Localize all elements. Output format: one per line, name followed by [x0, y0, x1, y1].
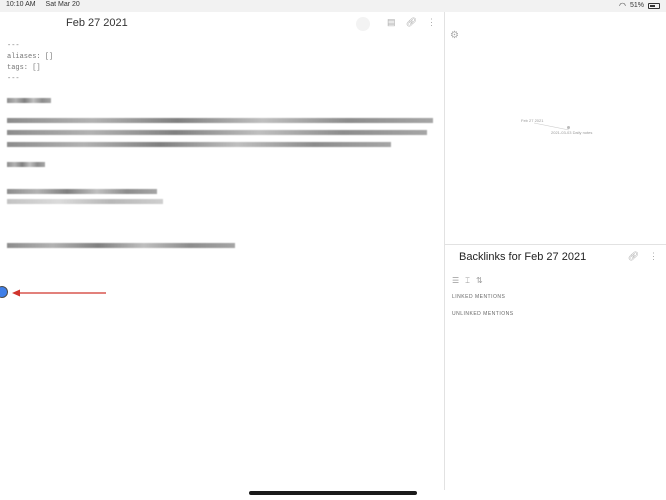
- redacted-text: [7, 118, 433, 123]
- link-icon[interactable]: 🔗︎: [627, 251, 639, 261]
- graph-node-label: Feb 27 2021: [521, 118, 544, 123]
- frontmatter-line: ---: [7, 42, 20, 50]
- battery-percent: 51%: [629, 2, 644, 9]
- redacted-text: [7, 130, 427, 135]
- editor-pane: [0, 12, 444, 490]
- graph-pane[interactable]: [445, 12, 666, 244]
- sort-icon[interactable]: ⇅: [475, 276, 483, 285]
- annotation-arrow: [10, 286, 108, 300]
- pane-toggle-icon[interactable]: [356, 17, 370, 31]
- graph-node-label: 2021-03-03 Daily notes: [551, 130, 593, 135]
- frontmatter-line: ---: [7, 75, 20, 83]
- more-options-icon[interactable]: ⋮: [427, 17, 436, 27]
- status-time: 10:10 AM: [6, 1, 36, 8]
- redacted-text: [7, 243, 235, 248]
- unlinked-mentions-header[interactable]: UNLINKED MENTIONS: [452, 311, 514, 317]
- status-bar: [0, 0, 666, 12]
- show-more-context-icon[interactable]: ⌶: [465, 276, 470, 285]
- status-date: Sat Mar 20: [45, 1, 80, 8]
- redacted-text: [7, 142, 391, 147]
- link-icon[interactable]: 🔗︎: [405, 17, 417, 27]
- home-indicator[interactable]: [249, 491, 417, 495]
- linked-mentions-header[interactable]: LINKED MENTIONS: [452, 294, 506, 300]
- collapse-results-icon[interactable]: ☰: [452, 276, 460, 285]
- backlinks-pane: [445, 245, 666, 490]
- backlinks-title: Backlinks for Feb 27 2021: [459, 251, 587, 263]
- gear-icon[interactable]: ⚙: [450, 30, 459, 41]
- battery-icon: [648, 3, 660, 9]
- note-title[interactable]: Feb 27 2021: [66, 17, 128, 29]
- redacted-text: [7, 162, 45, 167]
- frontmatter-line: tags: []: [7, 64, 41, 72]
- more-options-icon[interactable]: ⋮: [649, 251, 658, 261]
- redacted-text: [7, 199, 163, 204]
- redacted-text: [7, 189, 157, 194]
- graph-node[interactable]: [567, 126, 570, 129]
- editor-header: [0, 12, 444, 34]
- frontmatter-line: aliases: []: [7, 53, 54, 61]
- wifi-icon: ◠: [619, 1, 626, 10]
- redacted-text: [7, 98, 51, 103]
- reading-view-icon[interactable]: ▤: [387, 17, 396, 27]
